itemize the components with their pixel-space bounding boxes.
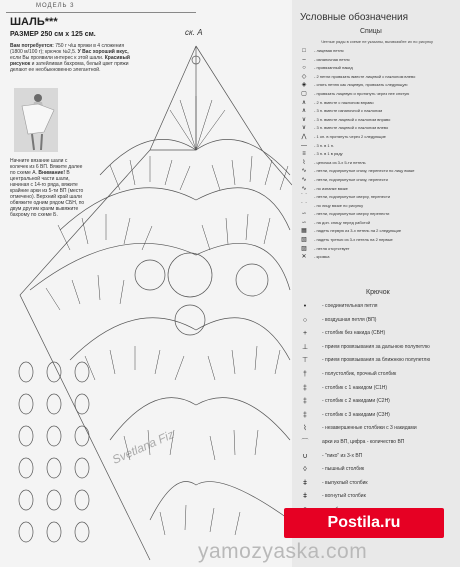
legend-note: Четные ряды в схеме не указаны, вычвязяйте их по рисунку (320, 39, 434, 44)
legend-symbol-icon: ◈ (301, 82, 307, 89)
instructions-intro: Начните вязание шали с колечек из 6 ВП. Вяжите далее по схеме А. (10, 158, 83, 176)
legend-symbol-icon: ∪ (302, 452, 308, 460)
legend-symbol-icon: ∧ (301, 99, 307, 106)
legend-description: - петли, подчеркнутые снизу, перенести (314, 176, 388, 182)
legend-description: - провязанный накид (314, 65, 353, 71)
legend-row (296, 219, 458, 228)
req-text-2: если Вы проявили интерес к этой шали. (10, 55, 104, 61)
req-lead: Вам потребуется: (10, 43, 54, 49)
fringe-motif-grid (14, 358, 94, 558)
legend-symbol-icon: ⌇ (303, 425, 307, 433)
legend-description: - надеть первую из 3-х петель на 2 следующие (314, 228, 402, 234)
legend-row (296, 73, 458, 82)
legend-row (296, 90, 458, 99)
legend-symbol-icon: ○ (302, 65, 306, 72)
legend-description: - столбик с 1 накидом (С1Н) (322, 384, 388, 391)
legend-description: - изнаночная петля (314, 56, 350, 62)
watermark-text: Svetlana Fiz (110, 427, 177, 467)
instructions-emphasis: Внимание! (38, 170, 65, 176)
scheme-a-label: ск. А (185, 28, 203, 37)
legend-row (296, 477, 458, 491)
legend-description: - петли, подчеркнутые сверху, перенести (314, 194, 391, 200)
legend-row (296, 107, 458, 116)
legend-row (296, 436, 458, 450)
site-watermark: yamozyaska.com (198, 540, 368, 563)
legend-row (296, 167, 458, 176)
legend-symbol-icon: ▢ (301, 90, 307, 97)
legend-symbol-icon: ⊥ (301, 343, 309, 351)
legend-row (296, 409, 458, 423)
legend-row (296, 422, 458, 436)
legend-row (296, 382, 458, 396)
crochet-legend-list (296, 300, 458, 518)
legend-symbol-icon: ◊ (303, 466, 307, 474)
legend-row (296, 253, 458, 262)
legend-row (296, 81, 458, 90)
postila-banner[interactable]: Postila.ru (284, 508, 444, 538)
legend-subtitle-crochet: Крючок (366, 289, 390, 296)
legend-symbol-icon: ⋀ (301, 133, 307, 140)
legend-symbol-icon: ○ (302, 316, 308, 324)
legend-symbol-icon: ▧ (301, 237, 307, 244)
legend-description: - лицевая петля (314, 48, 344, 53)
legend-row (296, 450, 458, 464)
legend-row (296, 133, 458, 142)
legend-symbol-icon: ✕ (301, 254, 307, 261)
legend-symbol-icon: ∨ (301, 125, 307, 132)
legend-row (296, 56, 458, 65)
legend-symbol-icon: ǂ (302, 479, 308, 487)
model-label: МОДЕЛЬ 3 (36, 3, 75, 9)
legend-row (296, 47, 458, 56)
legend-description: - столбик с 2 накидами (С2Н) (322, 398, 390, 405)
legend-row (296, 193, 458, 202)
legend-symbol-icon: ⌇ (302, 159, 306, 166)
legend-symbol-icon: ⌒ (300, 202, 307, 209)
legend-symbol-icon: ∿ (301, 185, 307, 192)
legend-symbol-icon: ‡ (303, 384, 307, 392)
page-title: ШАЛЬ*** (10, 16, 58, 28)
legend-symbol-icon: ⊤ (301, 357, 309, 365)
legend-description: - 3 п. вместе изнаночной с наклоном (314, 108, 383, 114)
legend-symbol-icon: ‡ (303, 398, 307, 406)
legend-row (296, 236, 458, 245)
legend-subtitle-knitting: Спицы (360, 28, 382, 35)
legend-symbol-icon: ‡ (303, 411, 307, 419)
legend-row (296, 116, 458, 125)
legend-row (296, 99, 458, 108)
req-text-3: и затейливая бахрома, белый цвет пряжи делают ее необыкновенно элегантной. (10, 61, 129, 73)
legend-row (296, 150, 458, 159)
legend-description: - воздушная петля (ВП) (322, 316, 377, 323)
legend-description: - 3 п. в 1 п. (314, 142, 335, 148)
legend-symbol-icon: ◇ (301, 73, 307, 80)
legend-row (296, 64, 458, 73)
legend-description: - 2 петли провязать вместе лицевой с наклоном влево (314, 73, 416, 79)
legend-description: - цепочка из 3-х 5-ти петель (314, 159, 366, 165)
legend-description: - на доп. спицу перед работой (314, 219, 371, 225)
legend-title: Условные обозначения (300, 12, 409, 23)
legend-row (296, 327, 458, 341)
legend-row (296, 245, 458, 254)
legend-description: - 2 п. вместе с наклоном вправо (314, 99, 374, 105)
legend-row (296, 210, 458, 219)
legend-row (296, 395, 458, 409)
legend-row (296, 124, 458, 133)
legend-description: - незавершенные столбики с 3 накидами (322, 425, 417, 432)
legend-description: - прием провязывания за ближнюю полупетлю (322, 357, 431, 364)
legend-symbol-icon: + (302, 330, 308, 338)
legend-row (296, 314, 458, 328)
legend-row (296, 185, 458, 194)
legend-symbol-icon: ⌒ (300, 194, 307, 201)
legend-description: - 3 п. в 1 в ряду (314, 151, 343, 157)
legend-row (296, 490, 458, 504)
size-label: РАЗМЕР 250 см х 125 см. (10, 31, 96, 38)
legend-symbol-icon: ∨ (301, 116, 307, 123)
legend-description: - пышный столбик (322, 466, 365, 473)
legend-row (296, 341, 458, 355)
legend-description: - столбик с 3 накидами (С3Н) (322, 411, 390, 418)
legend-row (296, 176, 458, 185)
legend-description: - провязать лицевую и протянуть через нее снятую (314, 90, 410, 96)
legend-description: - снять петлю как лицевую, провязать следующую (314, 82, 408, 88)
legend-symbol-icon: – (302, 56, 306, 63)
legend-description: - петля отсутствует (314, 245, 350, 251)
knitting-legend-list (296, 47, 458, 262)
legend-description: - по изнанке вязке (314, 185, 348, 191)
legend-symbol-icon: □ (302, 48, 306, 54)
legend-symbol-icon: • (303, 303, 307, 310)
legend-symbol-icon: † (303, 370, 307, 378)
legend-description: арки из ВП, цифра - количество ВП (322, 438, 405, 445)
legend-description: - полустолбик, прочный столбик (322, 370, 397, 377)
legend-symbol-icon: ∿ (301, 176, 307, 183)
legend-row (296, 368, 458, 382)
legend-row (296, 463, 458, 477)
legend-symbol-icon: ≡ (302, 151, 306, 158)
legend-description: - кромка (314, 254, 330, 260)
legend-row (296, 300, 458, 314)
legend-symbol-icon: ▦ (301, 228, 307, 235)
legend-symbol-icon: ∽ (301, 219, 307, 226)
legend-description: - петли, подчеркнутые сверху перенести (314, 211, 390, 217)
legend-symbol-icon: ∿ (301, 168, 307, 175)
legend-symbol-icon: ⌒ (301, 438, 309, 446)
legend-row (296, 354, 458, 368)
legend-description: - 3 п. вместе лицевой с наклоном вправо (314, 116, 391, 122)
legend-symbol-icon: ∽ (301, 211, 307, 218)
req-lead-3: Красивый рисунок (10, 55, 130, 67)
legend-description: - прием провязывания за дальнюю полупетлю (322, 343, 430, 350)
legend-symbol-icon: ∧ (301, 108, 307, 115)
legend-row (296, 142, 458, 151)
legend-description: - надеть третью из 3-х петель на 2 первые (314, 237, 393, 243)
legend-symbol-icon: ▨ (301, 245, 307, 252)
legend-symbol-icon: ǂ (302, 493, 308, 501)
req-text: 750 г ч/ш пряжи в 4 сложения (1800 м/100 г); крючок №2,5. (10, 43, 125, 55)
legend-symbol-icon: — (301, 142, 307, 149)
legend-description: - 3 п. вместе лицевой с наклоном влево (314, 125, 389, 131)
legend-description: - вогнутый столбик (322, 493, 366, 500)
req-lead-2: У Вас хороший вкус, (77, 49, 129, 55)
legend-description: - 1 оп. в протянуть через 2 следующие (314, 133, 386, 139)
legend-description: - выпуклый столбик (322, 479, 368, 486)
legend-row (296, 227, 458, 236)
legend-row (296, 159, 458, 168)
legend-description: - столбик без накида (СБН) (322, 330, 386, 337)
instructions-body: В центральной части шали, начиная с 14-го ряда, вяжите крайние арки из 5-ти ВП (место отмечено). Верхний край шали обвяжите одним рядом СБН, по двум другим краям вывяжите бахрому по схеме Б. (10, 170, 85, 218)
legend-description: - "пико" из 3-х ВП (322, 452, 363, 459)
legend-description: - петли, подчеркнутые снизу, перенести по лицу вязке (314, 168, 415, 174)
legend-row (296, 202, 458, 211)
legend-description: - по лицу вязке по рисунку (314, 202, 364, 208)
legend-description: - соединительная петля (322, 303, 378, 309)
